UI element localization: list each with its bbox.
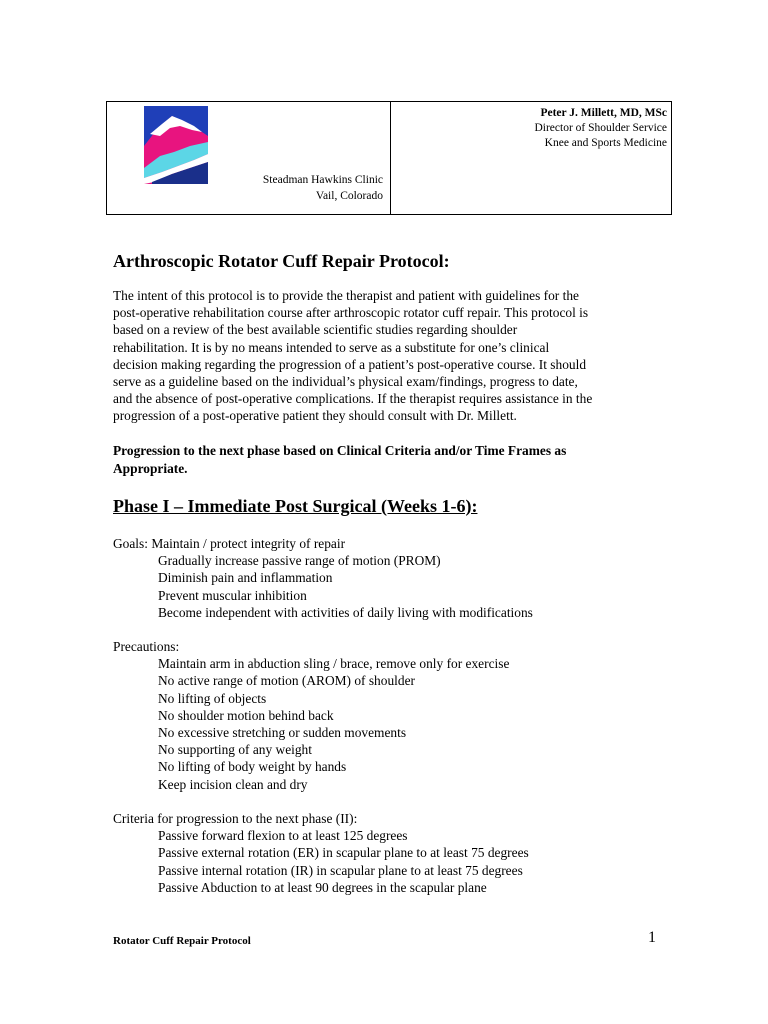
goals-item: Maintain / protect integrity of repair bbox=[151, 536, 346, 551]
criteria-label: Criteria for progression to the next phase (II): bbox=[113, 811, 358, 826]
document-title: Arthroscopic Rotator Cuff Repair Protocol: bbox=[113, 251, 450, 271]
letterhead-box bbox=[106, 101, 672, 215]
intro-line: progression of a post-operative patient they should consult with Dr. Millett. bbox=[113, 408, 517, 424]
precautions-section bbox=[113, 638, 673, 793]
goals-section bbox=[113, 535, 673, 621]
goals-item: Gradually increase passive range of motion (PROM) bbox=[158, 553, 441, 569]
letterhead-divider bbox=[390, 102, 391, 214]
progression-line: Appropriate. bbox=[113, 460, 188, 476]
criteria-item: Passive forward flexion to at least 125 degrees bbox=[158, 828, 408, 844]
footer-label: Rotator Cuff Repair Protocol bbox=[113, 935, 251, 947]
clinic-logo bbox=[144, 106, 208, 184]
intro-paragraph bbox=[113, 287, 658, 425]
criteria-section bbox=[113, 810, 673, 896]
clinic-location: Vail, Colorado bbox=[315, 190, 383, 202]
doctor-info bbox=[397, 106, 667, 151]
goals-label: Goals: bbox=[113, 536, 148, 551]
precautions-item: No excessive stretching or sudden movements bbox=[158, 725, 407, 741]
progression-line: Progression to the next phase based on Clinical Criteria and/or Time Frames as bbox=[113, 443, 567, 458]
precautions-item: No lifting of objects bbox=[158, 690, 267, 706]
precautions-label: Precautions: bbox=[113, 639, 180, 654]
intro-line: and the absence of post-operative complications. If the therapist requires assistance in the bbox=[113, 391, 593, 407]
precautions-item: No shoulder motion behind back bbox=[158, 707, 334, 723]
doctor-specialty: Knee and Sports Medicine bbox=[544, 137, 667, 149]
precautions-item: Maintain arm in abduction sling / brace, remove only for exercise bbox=[158, 656, 510, 672]
goals-item: Diminish pain and inflammation bbox=[158, 570, 333, 586]
goals-item: Become independent with activities of daily living with modifications bbox=[158, 604, 533, 620]
mountain-logo-graphic bbox=[144, 106, 208, 184]
intro-line: serve as a guideline based on the individual’s physical exam/findings, progress to date, bbox=[113, 374, 578, 390]
criteria-item: Passive external rotation (ER) in scapular plane to at least 75 degrees bbox=[158, 845, 529, 861]
progression-note bbox=[113, 442, 658, 477]
intro-line: based on a review of the best available scientific studies regarding shoulder bbox=[113, 322, 518, 338]
intro-line: decision making regarding the progression of a patient’s post-operative course. It should bbox=[113, 356, 587, 372]
goals-row bbox=[113, 535, 673, 552]
criteria-item: Passive Abduction to at least 90 degrees in the scapular plane bbox=[158, 879, 487, 895]
clinic-name: Steadman Hawkins Clinic bbox=[262, 174, 383, 186]
goals-item: Prevent muscular inhibition bbox=[158, 587, 307, 603]
intro-line: The intent of this protocol is to provide the therapist and patient with guidelines for the bbox=[113, 288, 579, 303]
precautions-item: No active range of motion (AROM) of shoulder bbox=[158, 673, 415, 689]
precautions-item: No supporting of any weight bbox=[158, 742, 312, 758]
clinic-address bbox=[217, 172, 383, 204]
doctor-name: Peter J. Millett, MD, MSc bbox=[540, 107, 667, 119]
intro-line: post-operative rehabilitation course after arthroscopic rotator cuff repair. This protocol is bbox=[113, 305, 589, 321]
intro-line: rehabilitation. It is by no means intended to serve as a substitute for one’s clinical bbox=[113, 339, 550, 355]
precautions-item: No lifting of body weight by hands bbox=[158, 759, 347, 775]
phase-heading: Phase I – Immediate Post Surgical (Weeks 1-6): bbox=[113, 496, 478, 516]
criteria-item: Passive internal rotation (IR) in scapular plane to at least 75 degrees bbox=[158, 862, 523, 878]
precautions-item: Keep incision clean and dry bbox=[158, 776, 308, 792]
page-number: 1 bbox=[648, 929, 656, 946]
doctor-title: Director of Shoulder Service bbox=[534, 122, 667, 134]
